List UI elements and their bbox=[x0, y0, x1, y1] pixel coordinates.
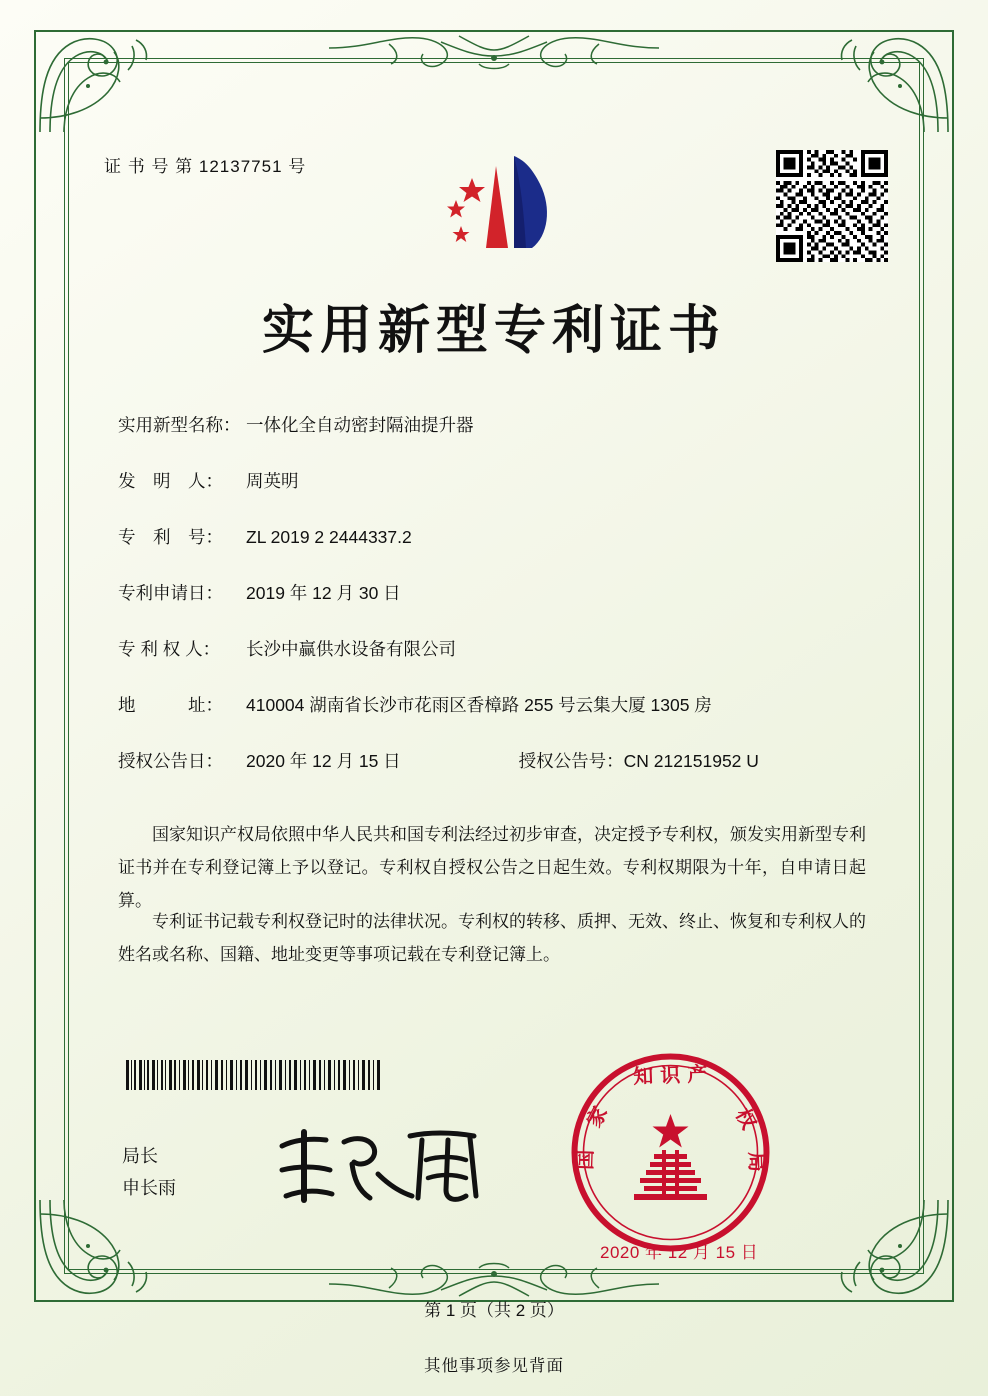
cnipa-logo-icon bbox=[428, 148, 558, 263]
director-block bbox=[122, 1140, 176, 1204]
legal-paragraph-1: 国家知识产权局依照中华人民共和国专利法经过初步审查，决定授予专利权，颁发实用新型专利证书并在专利登记簿上予以登记。专利权自授权公告之日起生效。专利权期限为十年，自申请日起算。 bbox=[118, 825, 866, 910]
field-value-grant-date: 2020 年 12 月 15 日 bbox=[246, 751, 401, 771]
director-name: 申长雨 bbox=[122, 1178, 176, 1198]
corner-ornament-icon bbox=[832, 1195, 952, 1300]
qr-code bbox=[776, 150, 888, 262]
barcode bbox=[126, 1060, 384, 1090]
field-value: 一体化全自动密封隔油提升器 bbox=[246, 415, 474, 435]
field-inventor bbox=[118, 468, 878, 493]
field-label: 专 利 权 人： bbox=[118, 639, 221, 659]
certificate-fields bbox=[118, 412, 878, 791]
page-title: 实用新型专利证书 bbox=[261, 301, 726, 361]
svg-text:家: 家 bbox=[581, 1102, 613, 1132]
corner-ornament-icon bbox=[832, 32, 952, 137]
legal-paragraph-2: 专利证书记载专利权登记时的法律状况。专利权的转移、质押、无效、终止、恢复和专利权人的姓名或名称、国籍、地址变更等事项记载在专利登记簿上。 bbox=[118, 912, 866, 964]
page-indicator: 第 1 页（共 2 页） bbox=[424, 1301, 564, 1320]
field-value-grant-number: CN 212151952 U bbox=[623, 751, 759, 771]
field-label-grant-date: 授权公告日： bbox=[118, 751, 223, 771]
field-value: 410004 湖南省长沙市花雨区香樟路 255 号云集大厦 1305 房 bbox=[246, 695, 712, 715]
field-label: 专 利 号： bbox=[118, 527, 223, 547]
field-label: 地 址： bbox=[118, 695, 223, 715]
svg-text:知 识 产: 知 识 产 bbox=[632, 1061, 708, 1089]
top-flourish-ornament-icon bbox=[329, 32, 659, 92]
field-grant-announcement bbox=[118, 748, 878, 773]
svg-text:权: 权 bbox=[730, 1104, 762, 1134]
field-label: 实用新型名称： bbox=[118, 415, 241, 435]
field-label: 发 明 人： bbox=[118, 471, 223, 491]
director-title: 局长 bbox=[122, 1146, 158, 1166]
official-seal bbox=[568, 1050, 773, 1255]
field-utility-model-name bbox=[118, 412, 878, 437]
field-label: 专利申请日： bbox=[118, 583, 223, 603]
field-label-grant-number: 授权公告号： bbox=[518, 751, 624, 771]
footnote: 其他事项参见背面 bbox=[424, 1357, 564, 1375]
field-application-date bbox=[118, 580, 878, 605]
field-value: ZL 2019 2 2444337.2 bbox=[246, 527, 412, 547]
field-value: 2019 年 12 月 30 日 bbox=[246, 583, 401, 603]
field-patent-number bbox=[118, 524, 878, 549]
field-address bbox=[118, 692, 878, 717]
field-value: 长沙中赢供水设备有限公司 bbox=[246, 639, 456, 659]
svg-text:国: 国 bbox=[572, 1149, 598, 1171]
signature-icon bbox=[270, 1118, 500, 1213]
field-value: 周英明 bbox=[246, 471, 299, 491]
corner-ornament-icon bbox=[36, 1195, 156, 1300]
corner-ornament-icon bbox=[36, 32, 156, 137]
svg-text:局: 局 bbox=[744, 1151, 770, 1173]
certificate-number: 证 书 号 第 12137751 号 bbox=[104, 157, 307, 176]
field-patentee bbox=[118, 636, 878, 661]
seal-date: 2020 年 12 月 15 日 bbox=[600, 1243, 759, 1262]
